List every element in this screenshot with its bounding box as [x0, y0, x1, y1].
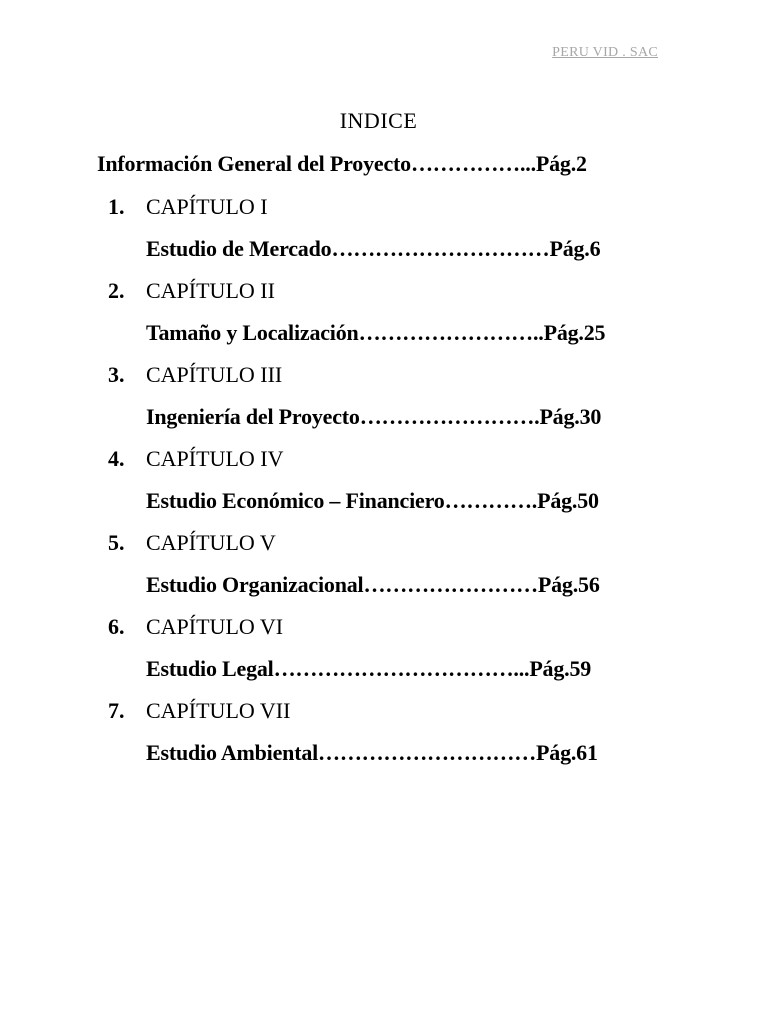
toc-entry-dots: …………………….: [359, 404, 540, 429]
chapter-label: CAPÍTULO VI: [146, 614, 284, 639]
toc-entry-7: [146, 740, 598, 766]
toc-entry-dots: …………………………: [318, 740, 537, 765]
chapter-label: CAPÍTULO V: [146, 530, 276, 555]
chapter-number: 6.: [108, 614, 125, 639]
toc-entry-text: Estudio Económico – Financiero: [146, 488, 445, 513]
chapter-number: 2.: [108, 278, 125, 303]
toc-entry-dots: ……………………..: [358, 320, 544, 345]
chapter-label: CAPÍTULO III: [146, 362, 283, 387]
chapter-heading-1: [108, 194, 268, 220]
page-title: INDICE: [339, 108, 418, 133]
toc-entry-dots: ………….: [444, 488, 538, 513]
toc-entry-6: [146, 656, 591, 682]
chapter-heading-2: [108, 278, 275, 304]
chapter-heading-7: [108, 698, 290, 724]
toc-entry-text: Estudio Ambiental: [146, 740, 319, 765]
toc-entry-3: [146, 404, 601, 430]
toc-entry-text: Estudio Legal: [146, 656, 274, 681]
toc-entry-page: Pág.61: [536, 740, 598, 765]
toc-general-page: Pág.2: [535, 151, 587, 176]
toc-entry-page: Pág.59: [529, 656, 592, 681]
toc-entry-4: [146, 488, 599, 514]
toc-entry-text: Estudio Organizacional: [146, 572, 364, 597]
toc-entry-dots: ……………………………...: [273, 656, 530, 681]
chapter-label: CAPÍTULO IV: [146, 446, 284, 471]
toc-entry-page: Pág.25: [543, 320, 606, 345]
chapter-heading-3: [108, 362, 282, 388]
chapter-number: 7.: [108, 698, 125, 723]
toc-entry-page: Pág.6: [549, 236, 601, 261]
toc-entry-1: [146, 236, 600, 262]
toc-entry-5: [146, 572, 600, 598]
page-header-company: PERU VID . SAC: [552, 45, 658, 60]
toc-entry-dots: …………………………: [331, 236, 550, 261]
toc-general-dots: ……………...: [410, 151, 536, 176]
toc-general-entry: [97, 151, 587, 177]
chapter-label: CAPÍTULO I: [146, 194, 268, 219]
chapter-label: CAPÍTULO VII: [146, 698, 291, 723]
chapter-heading-4: [108, 446, 284, 472]
chapter-label: CAPÍTULO II: [146, 278, 275, 303]
chapter-number: 1.: [108, 194, 125, 219]
toc-entry-2: [146, 320, 605, 346]
toc-general-text: Información General del Proyecto: [97, 151, 411, 176]
chapter-heading-5: [108, 530, 276, 556]
toc-entry-text: Ingeniería del Proyecto: [146, 404, 360, 429]
toc-entry-page: Pág.56: [537, 572, 600, 597]
toc-entry-dots: ……………………: [363, 572, 538, 597]
chapter-heading-6: [108, 614, 283, 640]
chapter-number: 3.: [108, 362, 125, 387]
toc-entry-page: Pág.50: [537, 488, 599, 513]
toc-entry-text: Tamaño y Localización: [146, 320, 359, 345]
toc-entry-page: Pág.30: [539, 404, 602, 429]
toc-entry-text: Estudio de Mercado: [146, 236, 332, 261]
chapter-number: 5.: [108, 530, 125, 555]
chapter-number: 4.: [108, 446, 125, 471]
